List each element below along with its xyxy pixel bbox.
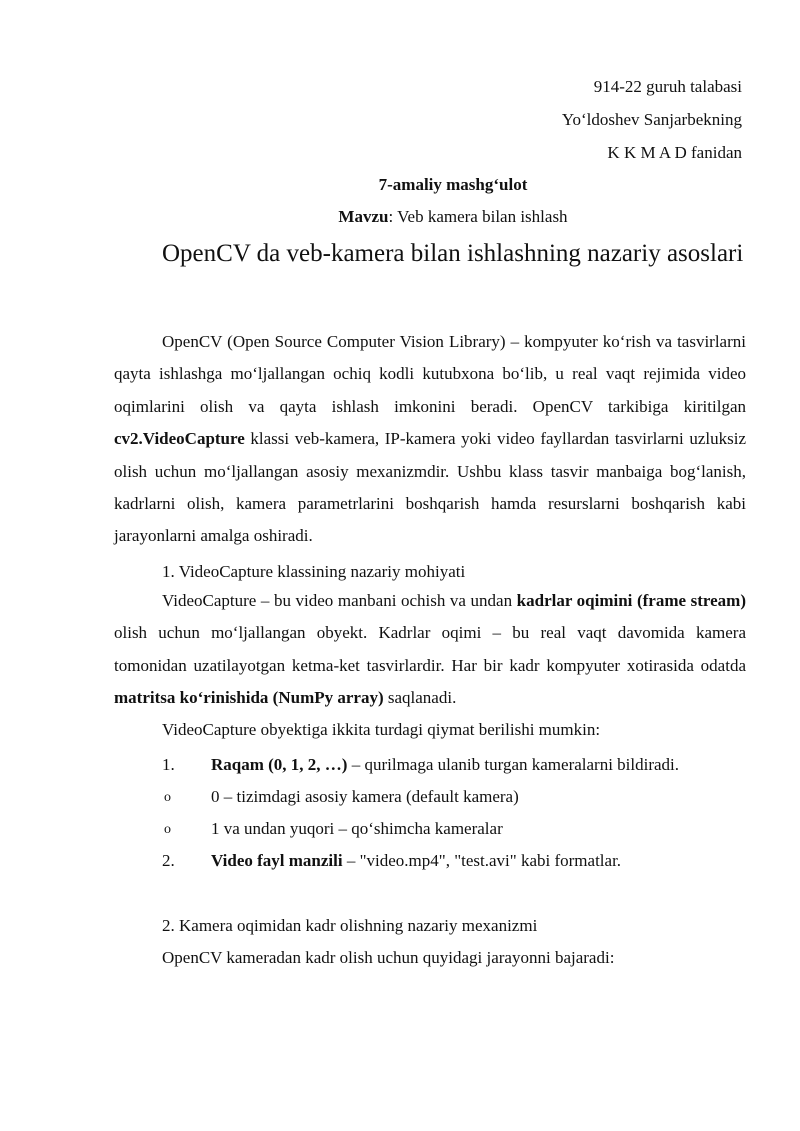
list-item-2-text: – "video.mp4", "test.avi" kabi formatlar. bbox=[342, 851, 622, 870]
intro-text-2: klassi veb-kamera, IP-kamera yoki video fayllardan tasvirlarni uzluksiz olish uchun mo‘ljallangan asosiy mexanizmdir. Ushbu klass tasvir manbaiga bog‘lanish, kadrlarni olish, kamera parametrlarini boshqarish hamda resurslarni boshqarish kabi jarayonlarni amalga oshiradi. bbox=[114, 429, 746, 546]
intro-text-1: OpenCV (Open Source Computer Vision Library) – kompyuter ko‘rish va tasvirlarni qayta ishlashga mo‘ljallangan ochiq kodli kutubxona bo‘lib, u real vaqt rejimida video oqimlarini olish va qayta ishlash imkonini beradi. OpenCV tarkibiga kiritilgan bbox=[114, 332, 746, 416]
section2-title: 2. Kamera oqimidan kadr olishning nazariy mexanizmi bbox=[162, 916, 538, 935]
section1-text-3: saqlanadi. bbox=[383, 688, 457, 708]
section2-text: OpenCV kameradan kadr olish uchun quyidagi jarayonni bajaradi: bbox=[162, 948, 615, 967]
topic-label: Mavzu bbox=[338, 207, 389, 226]
list-item-1 bbox=[211, 755, 679, 775]
section1-text-1: VideoCapture – bu video manbani ochish va undan bbox=[162, 591, 517, 610]
section1-text-2: olish uchun mo‘ljallangan obyekt. Kadrlar oqimi – bu real vaqt davomida kamera tomonidan uzatilayotgan ketma-ket tasvirlardir. Har bir kadr kompyuter xotirasida odatda bbox=[114, 623, 746, 675]
section1-bold-1: kadrlar oqimini (frame stream) bbox=[516, 591, 746, 610]
topic-text: : Veb kamera bilan ishlash bbox=[388, 207, 568, 226]
sublist-item-2: 1 va undan yuqori – qo‘shimcha kameralar bbox=[211, 819, 503, 838]
list-number-2: 2. bbox=[162, 851, 175, 870]
list-item-2-bold: Video fayl manzili bbox=[211, 851, 343, 870]
heading-text: OpenCV da veb-kamera bilan ishlashning nazariy asoslari bbox=[162, 240, 744, 267]
header-subject: K K M A D fanidan bbox=[607, 143, 742, 162]
section1-title: 1. VideoCapture klassining nazariy mohiyati bbox=[162, 562, 466, 581]
intro-class-name: cv2.VideoCapture bbox=[114, 429, 245, 449]
list-item-2 bbox=[211, 851, 621, 871]
section-heading bbox=[114, 234, 754, 274]
sublist-bullet-1: o bbox=[164, 790, 171, 805]
list-item-1-text: – qurilmaga ulanib turgan kameralarni bildiradi. bbox=[347, 755, 680, 774]
section1-bold-2: matritsa ko‘rinishida (NumPy array) bbox=[114, 688, 384, 708]
sublist-item-1: 0 – tizimdagi asosiy kamera (default kamera) bbox=[211, 787, 519, 806]
values-intro: VideoCapture obyektiga ikkita turdagi qiymat berilishi mumkin: bbox=[162, 720, 601, 739]
list-number-1: 1. bbox=[162, 755, 175, 774]
practice-title: 7-amaliy mashg‘ulot bbox=[378, 175, 528, 194]
sublist-bullet-2: o bbox=[164, 822, 171, 837]
intro-paragraph bbox=[114, 326, 746, 553]
section1-paragraph bbox=[114, 585, 746, 715]
header-group: 914-22 guruh talabasi bbox=[593, 77, 742, 96]
list-item-1-bold: Raqam (0, 1, 2, …) bbox=[211, 755, 348, 774]
topic-line bbox=[0, 207, 800, 227]
header-student: Yo‘ldoshev Sanjarbekning bbox=[561, 110, 742, 129]
